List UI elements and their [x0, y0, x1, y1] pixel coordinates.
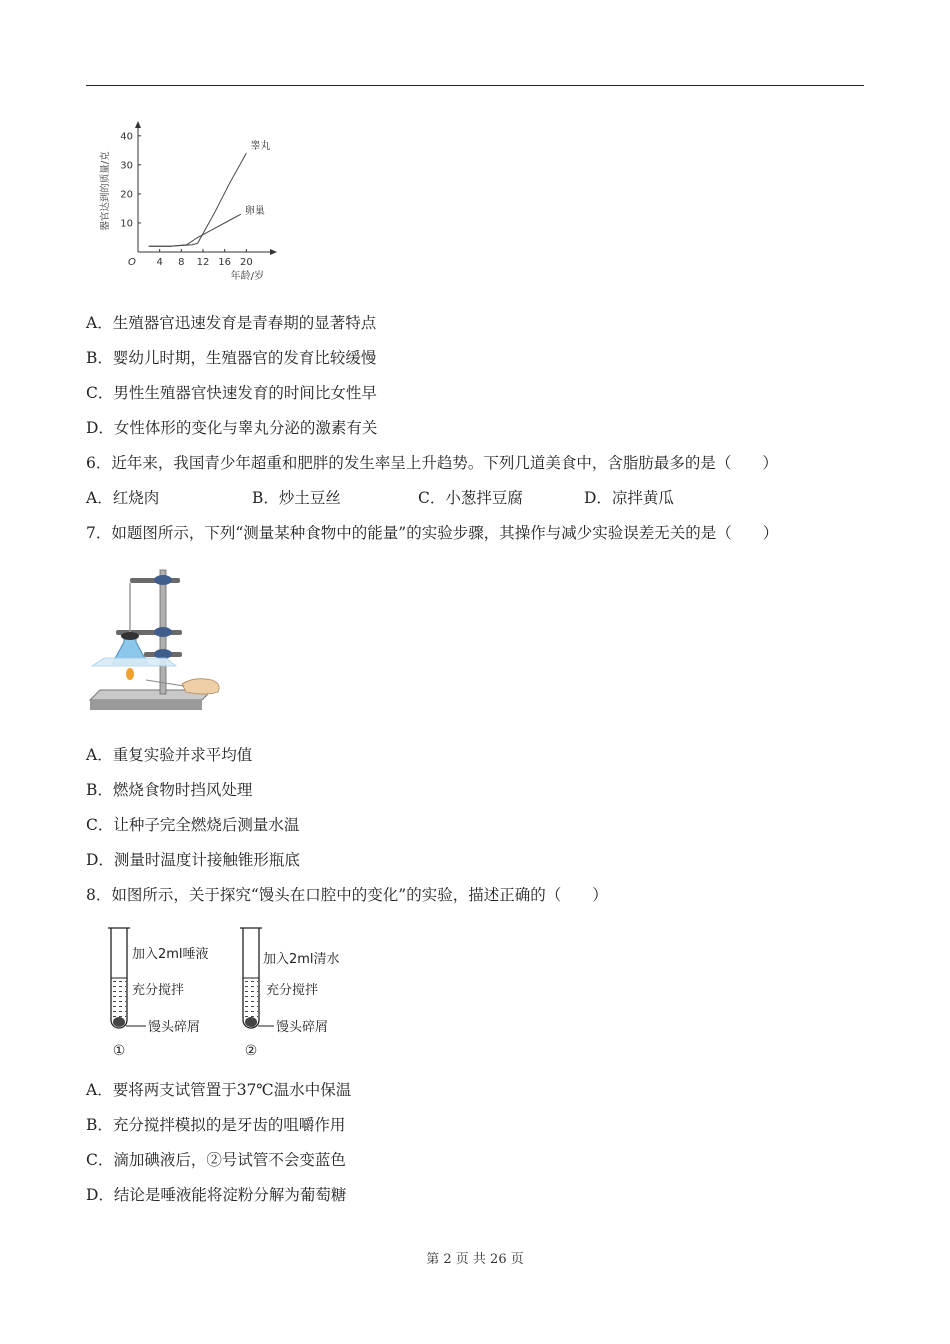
- q5-option-b[interactable]: B．婴幼儿时期，生殖器官的发育比较缓慢: [86, 349, 377, 367]
- test-tube-diagram: [100, 924, 360, 1062]
- q7-option-c[interactable]: C．让种子完全燃烧后测量水温: [86, 816, 300, 834]
- q6-options: [86, 488, 674, 508]
- y-tick-label: 20: [120, 189, 133, 201]
- x-tick-label: 8: [178, 257, 185, 268]
- series-label-testis: 睾丸: [250, 141, 271, 153]
- series-line-ovary: [149, 214, 241, 246]
- q8-option-c[interactable]: C．滴加碘液后，②号试管不会变蓝色: [86, 1151, 346, 1169]
- q8-option-d[interactable]: D．结论是唾液能将淀粉分解为葡萄糖: [86, 1186, 347, 1204]
- tube-1-number: ①: [112, 1043, 126, 1059]
- tube-2-label-stir: 充分搅拌: [266, 983, 319, 998]
- y-tick-label: 30: [120, 160, 133, 172]
- x-axis-arrow: [270, 249, 277, 255]
- q8-stem: 8．如图所示，关于探究“馒头在口腔中的变化”的实验，描述正确的（ ）: [86, 886, 608, 904]
- q8-option-a[interactable]: A．要将两支试管置于37℃温水中保温: [86, 1081, 352, 1099]
- page-footer: 第 2 页 共 26 页: [426, 1252, 524, 1267]
- x-tick-label: 4: [156, 257, 163, 268]
- organ-growth-chart: [96, 120, 296, 284]
- q6-option-b[interactable]: B．炒土豆丝: [252, 489, 341, 507]
- q8-option-b[interactable]: B．充分搅拌模拟的是牙齿的咀嚼作用: [86, 1116, 346, 1134]
- q7-option-b[interactable]: B．燃烧食物时挡风处理: [86, 781, 253, 799]
- q7-option-d[interactable]: D．测量时温度计接触锥形瓶底: [86, 851, 300, 869]
- q6-option-d[interactable]: D．凉拌黄瓜: [584, 489, 674, 507]
- q6-option-c[interactable]: C．小葱拌豆腐: [418, 489, 523, 507]
- tube-1: [108, 928, 209, 1059]
- y-tick-label: 10: [120, 218, 133, 230]
- tube-1-label-stir: 充分搅拌: [132, 983, 185, 998]
- y-axis-label: 器官达到的质量/克: [100, 151, 111, 231]
- series-label-ovary: 卵巢: [244, 206, 265, 218]
- x-tick-label: 16: [218, 257, 232, 268]
- y-axis-arrow: [135, 121, 141, 128]
- header-rule: [86, 85, 864, 86]
- tube-1-label-saliva: 加入2ml唾液: [132, 947, 209, 962]
- series-line-testis: [149, 153, 247, 246]
- tube-1-label-bread: 馒头碎屑: [148, 1020, 201, 1035]
- energy-experiment-illustration: [86, 562, 228, 716]
- q6-stem: 6．近年来，我国青少年超重和肥胖的发生率呈上升趋势。下列几道美食中，含脂肪最多的是（ ）: [86, 454, 778, 472]
- origin-label: O: [128, 257, 136, 268]
- tube-2-number: ②: [244, 1043, 258, 1059]
- q5-option-a[interactable]: A．生殖器官迅速发育是青春期的显著特点: [86, 314, 377, 332]
- tube-2-label-water: 加入2ml清水: [263, 952, 340, 967]
- q7-stem: 7．如题图所示，下列“测量某种食物中的能量”的实验步骤，其操作与减少实验误差无关的是（ ）: [86, 524, 779, 542]
- x-axis-label: 年龄/岁: [230, 271, 264, 282]
- q5-option-c[interactable]: C．男性生殖器官快速发育的时间比女性早: [86, 384, 377, 402]
- q7-option-a[interactable]: A．重复实验并求平均值: [86, 746, 253, 764]
- x-tick-label: 20: [239, 257, 253, 268]
- q6-option-a[interactable]: A．红烧肉: [86, 489, 160, 507]
- tube-2-label-bread: 馒头碎屑: [276, 1020, 329, 1035]
- q5-option-d[interactable]: D．女性体形的变化与睾丸分泌的激素有关: [86, 419, 378, 437]
- tube-2: [240, 928, 340, 1059]
- x-tick-label: 12: [196, 257, 210, 268]
- y-tick-label: 40: [120, 131, 133, 143]
